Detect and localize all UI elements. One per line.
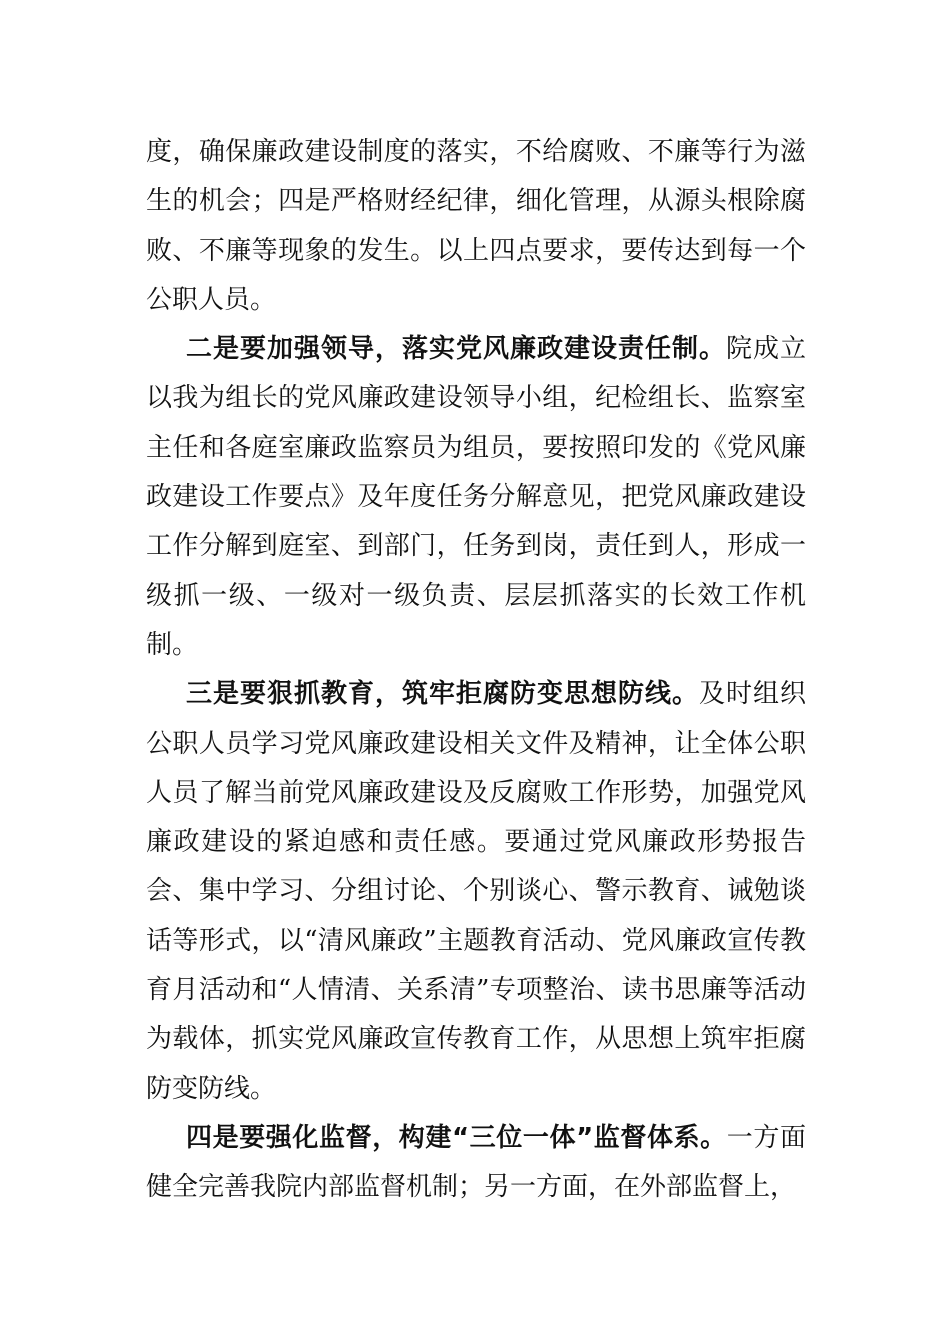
paragraph-heading: 三是要狠抓教育，筑牢拒腐防变思想防线。 [186, 679, 699, 710]
paragraph-heading: 四是要强化监督，构建“三位一体”监督体系。 [186, 1122, 727, 1153]
paragraph-continuation [146, 128, 806, 325]
paragraph-heading: 二是要加强领导，落实党风廉政建设责任制。 [186, 334, 726, 365]
paragraph-text: 一方面健全完善我院内部监督机制；另一方面，在外部监督上， [146, 1122, 806, 1203]
document-body [146, 128, 806, 1213]
paragraph-supervision [146, 1114, 806, 1213]
paragraph-text: 及时组织公职人员学习党风廉政建设相关文件及精神，让全体公职人员了解当前党风廉政建设及反腐败工作形势，加强党风廉政建设的紧迫感和责任感。要通过党风廉政形势报告会、集中学习、分组讨论、个别谈心、警示教育、诫勉谈话等形式，以“清风廉政”主题教育活动、党风廉政宣传教育月活动和“人情清、关系清”专项整治、读书思廉等活动为载体，抓实党风廉政宣传教育工作，从思想上筑牢拒腐防变防线。 [146, 679, 806, 1104]
paragraph-leadership [146, 325, 806, 670]
paragraph-text: 度，确保廉政建设制度的落实，不给腐败、不廉等行为滋生的机会；四是严格财经纪律，细化管理，从源头根除腐败、不廉等现象的发生。以上四点要求，要传达到每一个公职人员。 [146, 137, 806, 315]
paragraph-text: 院成立以我为组长的党风廉政建设领导小组，纪检组长、监察室主任和各庭室廉政监察员为组员，要按照印发的《党风廉政建设工作要点》及年度任务分解意见，把党风廉政建设工作分解到庭室、到部门，任务到岗，责任到人，形成一级抓一级、一级对一级负责、层层抓落实的长效工作机制。 [146, 334, 806, 660]
paragraph-education [146, 670, 806, 1114]
